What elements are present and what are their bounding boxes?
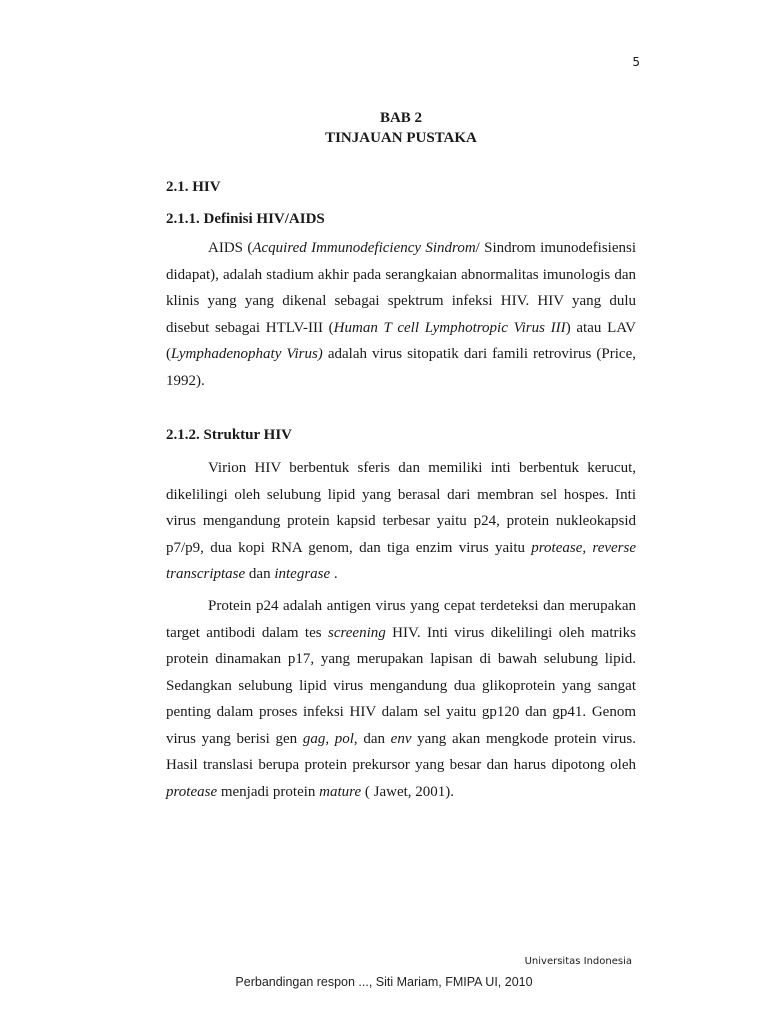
paragraph-struktur-1: Virion HIV berbentuk sferis dan memiliki inti berbentuk kerucut, dikelilingi oleh selubung lipid yang berasal dari membran sel hospes. Inti virus mengandung protein kapsid terbesar yaitu p24, protein nukleokapsid p7/p9, dua kopi RNA genom, dan tiga enzim virus yaitu protease, reverse transcriptase dan integrase .	[166, 460, 636, 582]
paragraph-struktur-2: Protein p24 adalah antigen virus yang cepat terdeteksi dan merupakan target antibodi dalam tes screening HIV. Inti virus dikelilingi oleh matriks protein dinamakan p17, yang merupakan lapisan di bawah selubung lipid. Sedangkan selubung lipid virus mengandung dua glikoprotein yang sangat penting dalam proses infeksi HIV dalam sel yaitu gp120 dan gp41. Genom virus yang berisi gen gag, pol, dan env yang akan mengkode protein virus. Hasil translasi berupa protein prekursor yang besar dan harus dipotong oleh protease menjadi protein mature ( Jawet, 2001).	[166, 598, 637, 800]
paragraph-definisi: AIDS (Acquired Immunodeficiency Sindrom/ Sindrom imunodefisiensi didapat), adalah stadium akhir pada serangkaian abnormalitas imunologis dan klinis yang yang dikenal sebagai spektrum infeksi HIV. HIV yang dulu disebut sebagai HTLV-III (Human T cell Lymphotropic Virus III) atau LAV (Lymphadenophaty Virus) adalah virus sitopatik dari famili retrovirus (Price, 1992).	[166, 240, 636, 389]
chapter-title: TINJAUAN PUSTAKA	[325, 130, 477, 146]
section-heading-struktur: 2.1.2. Struktur HIV	[166, 427, 292, 443]
chapter-label: BAB 2	[379, 110, 423, 126]
chapter-heading	[166, 108, 636, 148]
section-heading-hiv: 2.1. HIV	[166, 179, 221, 195]
page-number: 5	[632, 55, 640, 69]
footer-citation: Perbandingan respon ..., Siti Mariam, FMIPA UI, 2010	[235, 975, 533, 989]
section-heading-definisi: 2.1.1. Definisi HIV/AIDS	[166, 211, 325, 227]
footer-university: Universitas Indonesia	[524, 956, 632, 967]
